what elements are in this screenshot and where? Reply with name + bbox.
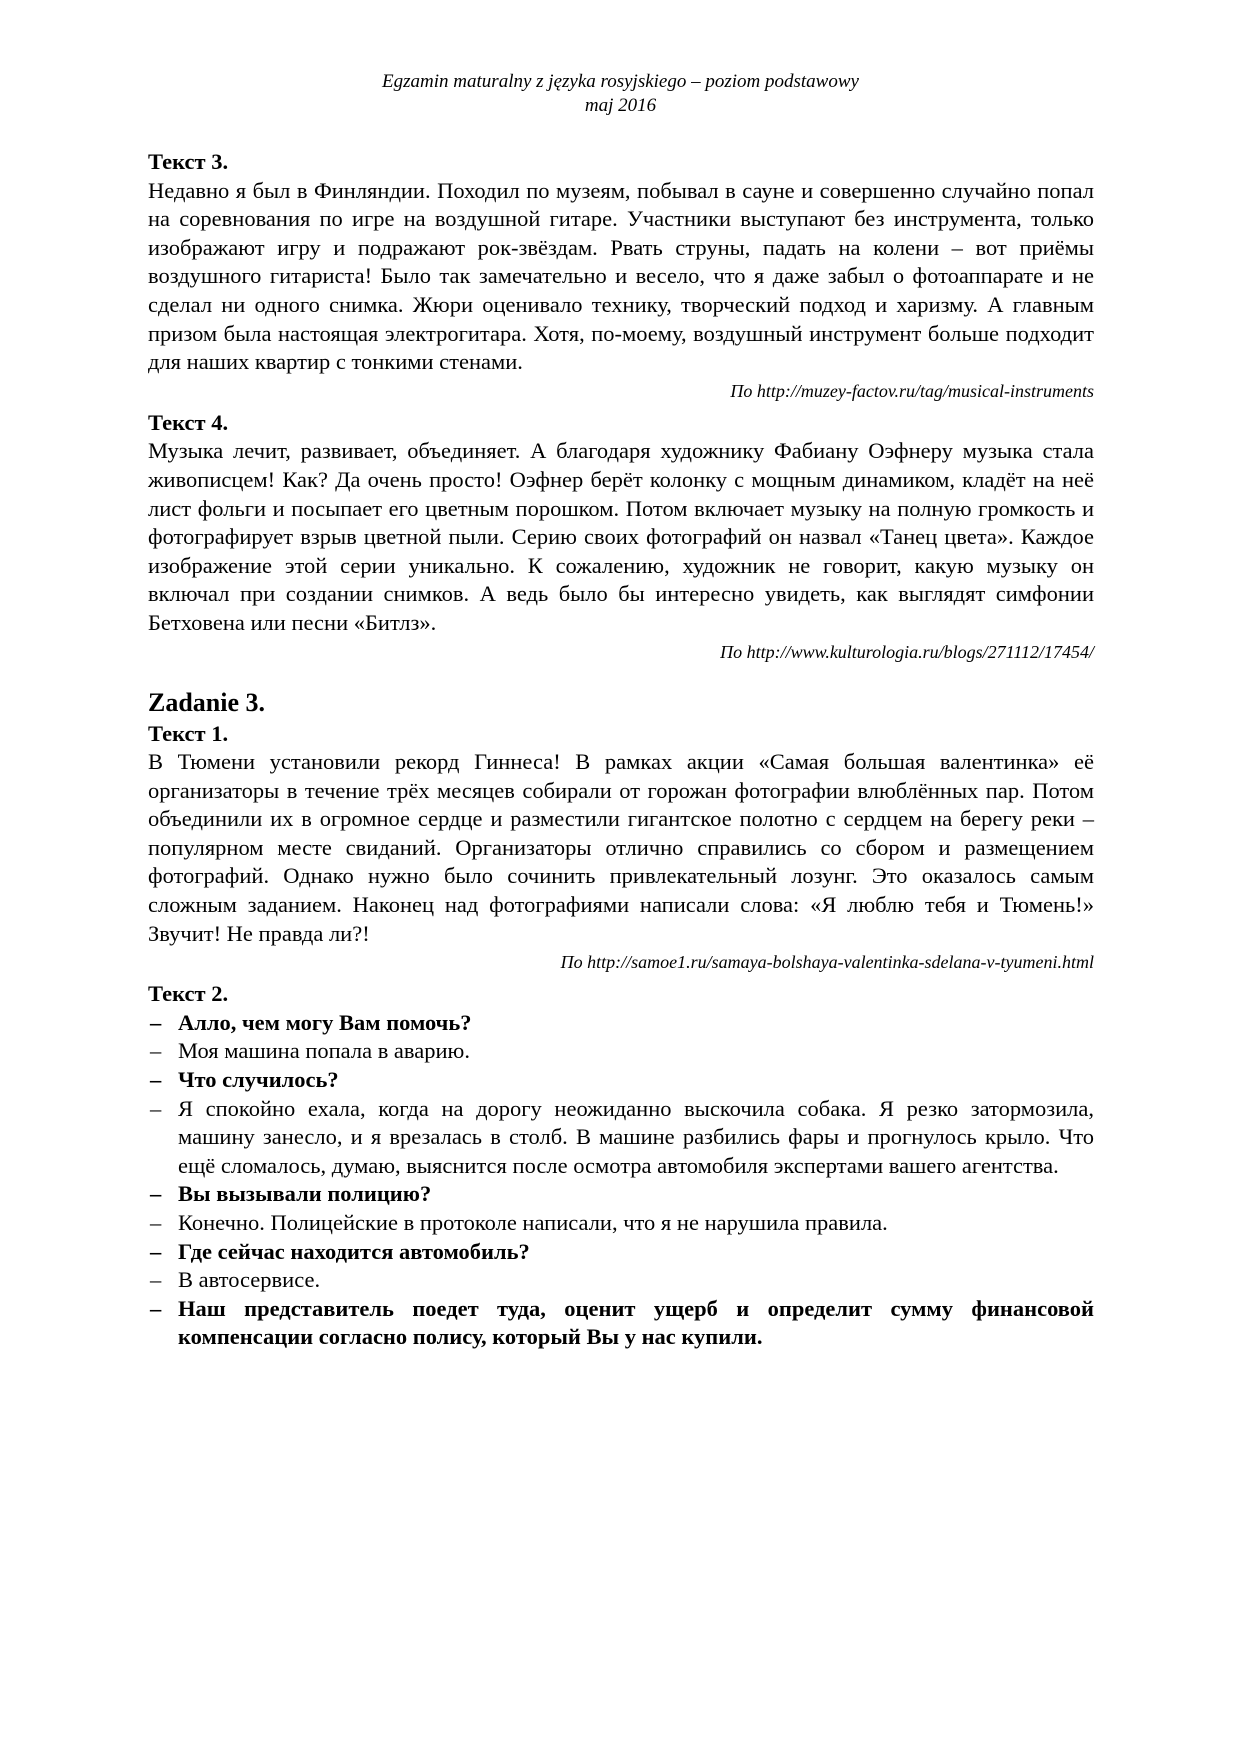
- z3-text1-source: По http://samoe1.ru/samaya-bolshaya-valentinka-sdelana-v-tyumeni.html: [560, 952, 1094, 973]
- dialog-line-text: Конечно. Полицейские в протоколе написали, что я не нарушила правила.: [178, 1210, 888, 1235]
- dash-marker: –: [150, 1210, 162, 1235]
- dialog-line: [148, 1266, 1094, 1295]
- dash-marker: –: [150, 1009, 162, 1035]
- text3-body: Недавно я был в Финляндии. Походил по музеям, побывал в сауне и совершенно случайно попал на соревнования по игре на воздушной гитаре. Участники выступают без инструмента, только изображают игру и подражают рок-звёздам. Рвать струны, падать на колени – вот приёмы воздушного гитариста! Было так замечательно и весело, что я даже забыл о фотоаппарате и не сделал ни одного снимка. Жюри оценивало технику, творческий подход и харизму. А главным призом была настоящая электрогитара. Хотя, по-моему, воздушный инструмент больше подходит для наших квартир с тонкими стенами.: [148, 177, 1094, 375]
- dialog-line: [148, 1009, 1094, 1038]
- dialog-line: [148, 1238, 1094, 1267]
- dialog-line-text: Наш представитель поедет туда, оценит ущерб и определит сумму финансовой компенсации согласно полису, который Вы у нас купили.: [178, 1295, 1094, 1350]
- text4-heading: Текст 4.: [148, 409, 229, 435]
- dialog-list: [148, 1009, 1094, 1352]
- dialog-line: [148, 1295, 1094, 1352]
- dialog-line-text: В автосервисе.: [178, 1267, 321, 1293]
- dialog-line: [148, 1066, 1094, 1095]
- text4-body: Музыка лечит, развивает, объединяет. А благодаря художнику Фабиану Оэфнеру музыка стала живописцем! Как? Да очень просто! Оэфнер берёт колонку с мощным динамиком, кладёт на неё лист фольги и посыпает его цветным порошком. Потом включает музыку на полную громкость и фотографирует взрыв цветной пыли. Серию своих фотографий он назвал «Танец цвета». Каждое изображение этой серии уникально. К сожалению, художник не говорит, какую музыку он включал при создании снимков. А ведь было бы интересно увидеть, как выглядят симфонии Бетховена или песни «Битлз».: [148, 438, 1094, 635]
- dialog-line: [148, 1180, 1094, 1209]
- z3-text2-heading: Текст 2.: [148, 981, 229, 1007]
- z3-text1-heading: Текст 1.: [148, 720, 229, 746]
- dash-marker: –: [150, 1095, 162, 1121]
- dialog-line-text: Вы вызывали полицию?: [178, 1181, 432, 1207]
- dash-marker: –: [150, 1067, 162, 1093]
- text3-section: [148, 148, 1094, 403]
- text4-section: [148, 409, 1094, 664]
- dialog-line-text: Я спокойно ехала, когда на дорогу неожиданно выскочила собака. Я резко затормозила, машину занесло, и я врезалась в столб. В машине разбились фары и прогнулось крыло. Что ещё сломалось, думаю, выяснится после осмотра автомобиля экспертами вашего агентства.: [178, 1095, 1094, 1178]
- page-header: [0, 70, 1241, 118]
- dialog-line: [148, 1037, 1094, 1066]
- dash-marker: –: [150, 1238, 162, 1264]
- dash-marker: –: [150, 1038, 162, 1064]
- dash-marker: –: [150, 1181, 162, 1207]
- header-exam-title: Egzamin maturalny z języka rosyjskiego – poziom podstawowy: [382, 71, 859, 92]
- dash-marker: –: [150, 1295, 162, 1321]
- dialog-line: [148, 1095, 1094, 1181]
- text3-heading: Текст 3.: [148, 149, 229, 174]
- zadanie3-section: [148, 686, 1094, 1352]
- zadanie3-title: Zadanie 3.: [148, 687, 266, 717]
- dash-marker: –: [150, 1267, 162, 1293]
- page-content: [148, 148, 1094, 1352]
- header-date: maj 2016: [584, 95, 657, 116]
- dialog-line: [148, 1209, 1094, 1238]
- text4-source: По http://www.kulturologia.ru/blogs/271112/17454/: [720, 641, 1094, 662]
- z3-text1-body: В Тюмени установили рекорд Гиннеса! В рамках акции «Самая большая валентинка» её организаторы в течение трёх месяцев собирали от горожан фотографии влюблённых пар. Потом объединили их в огромное сердце и разместили гигантское полотно с сердцем на берегу реки – популярном месте свиданий. Организаторы отлично справились со сбором и размещением фотографий. Однако нужно было сочинить привлекательный лозунг. Это оказалось самым сложным заданием. Наконец над фотографиями написали слова: «Я люблю тебя и Тюмень!» Звучит! Не правда ли?!: [148, 749, 1094, 946]
- dialog-line-text: Моя машина попала в аварию.: [178, 1038, 470, 1064]
- text3-source: По http://muzey-factov.ru/tag/musical-instruments: [730, 380, 1094, 401]
- dialog-line-text: Где сейчас находится автомобиль?: [178, 1238, 530, 1264]
- dialog-line-text: Что случилось?: [178, 1067, 339, 1093]
- dialog-line-text: Алло, чем могу Вам помочь?: [178, 1009, 472, 1035]
